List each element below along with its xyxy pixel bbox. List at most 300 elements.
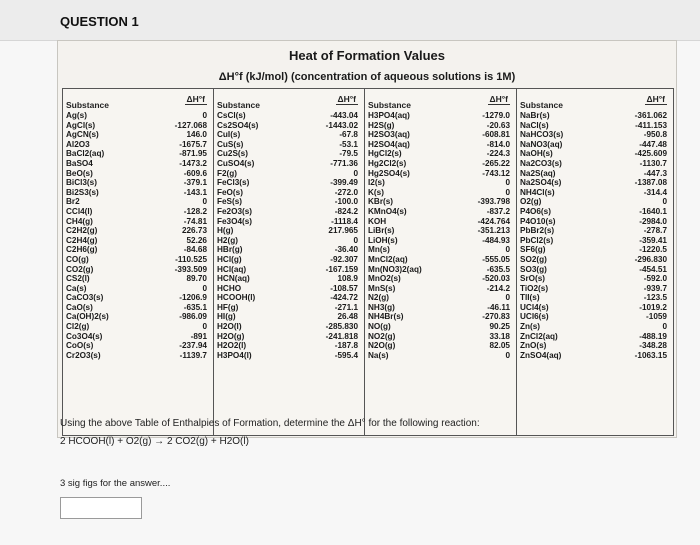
table-row [63, 265, 213, 275]
substance-cell: HCl(g) [217, 254, 242, 264]
delta-h-cell: 33.18 [489, 331, 510, 341]
table-row [517, 284, 673, 294]
table-row [365, 265, 516, 275]
delta-h-cell: -425.609 [634, 149, 667, 159]
table-row [517, 169, 673, 179]
delta-h-cell: -837.2 [486, 206, 510, 216]
substance-cell: MnCl2(aq) [368, 254, 408, 264]
delta-h-cell: -424.764 [477, 216, 510, 226]
substance-cell: BaCl2(aq) [66, 149, 105, 159]
table-row [214, 341, 364, 351]
delta-h-cell: -272.0 [334, 187, 358, 197]
delta-h-cell: -361.062 [634, 111, 667, 120]
table-row [517, 332, 673, 342]
delta-h-cell: -871.95 [179, 149, 207, 159]
delta-h-cell: 0 [505, 293, 510, 303]
substance-cell: O2(g) [520, 197, 542, 207]
table-row [517, 265, 673, 275]
delta-h-cell: -351.213 [477, 226, 510, 236]
substance-cell: CO(g) [66, 254, 89, 264]
substance-cell: Cs2SO4(s) [217, 120, 259, 130]
substance-cell: H2O(g) [217, 331, 245, 341]
table-row [517, 236, 673, 246]
delta-h-cell: -379.1 [183, 178, 207, 188]
table-row [63, 245, 213, 255]
table-row [365, 312, 516, 322]
table-row [517, 312, 673, 322]
substance-cell: NaHCO3(s) [520, 130, 564, 140]
table-row [517, 140, 673, 150]
substance-cell: Cr2O3(s) [66, 350, 101, 360]
delta-h-cell: -608.81 [482, 130, 510, 140]
substance-cell: ZnO(s) [520, 341, 547, 351]
table-row [365, 130, 516, 140]
substance-cell: H(g) [217, 226, 234, 236]
delta-h-cell: -20.63 [486, 120, 510, 130]
substance-cell: LiOH(s) [368, 235, 398, 245]
table-row [517, 245, 673, 255]
delta-h-cell: -393.798 [477, 197, 510, 207]
substance-cell: NaBr(s) [520, 111, 550, 120]
delta-h-cell: 217.965 [328, 226, 358, 236]
substance-cell: C2H4(g) [66, 235, 98, 245]
table-row [517, 255, 673, 265]
table-row [63, 159, 213, 169]
substance-cell: Na(s) [368, 350, 389, 360]
delta-h-cell: -270.83 [482, 312, 510, 322]
table-row [214, 197, 364, 207]
answer-input[interactable] [60, 497, 142, 519]
substance-cell: I2(s) [368, 178, 385, 188]
table-row [517, 351, 673, 361]
table-row [365, 322, 516, 332]
table-row [365, 332, 516, 342]
delta-h-cell: -1640.1 [639, 206, 667, 216]
substance-cell: Fe3O4(s) [217, 216, 253, 226]
substance-cell: NH3(g) [368, 302, 395, 312]
delta-h-cell: -1675.7 [179, 139, 207, 149]
substance-cell: CaO(s) [66, 302, 93, 312]
delta-h-cell: -484.93 [482, 235, 510, 245]
table-row [214, 217, 364, 227]
delta-h-cell: -167.159 [325, 264, 358, 274]
table-column-1 [63, 89, 214, 435]
delta-h-cell: 0 [353, 168, 358, 178]
delta-h-cell: -592.0 [643, 274, 667, 284]
substance-cell: Mn(NO3)2(aq) [368, 264, 422, 274]
substance-cell: SO2(g) [520, 254, 547, 264]
table-row [63, 226, 213, 236]
delta-h-cell: 108.9 [337, 274, 358, 284]
substance-cell: Hg2SO4(s) [368, 168, 410, 178]
delta-h-cell: -108.57 [330, 283, 358, 293]
substance-cell: Na2CO3(s) [520, 158, 562, 168]
table-column-3 [365, 89, 517, 435]
delta-h-cell: -359.41 [639, 235, 667, 245]
delta-h-cell: 0 [202, 111, 207, 120]
delta-h-cell: -443.04 [330, 111, 358, 120]
delta-h-cell: 0 [202, 197, 207, 207]
delta-h-cell: -1279.0 [482, 111, 510, 120]
delta-h-cell: -53.1 [339, 139, 358, 149]
table-row [365, 111, 516, 121]
substance-cell: KMnO4(s) [368, 206, 407, 216]
substance-cell: N2O(g) [368, 341, 396, 351]
substance-cell: MnO2(s) [368, 274, 401, 284]
table-row [517, 303, 673, 313]
substance-cell: HCl(aq) [217, 264, 247, 274]
delta-h-cell: -224.3 [486, 149, 510, 159]
delta-h-cell: -296.830 [634, 254, 667, 264]
delta-h-cell: -520.03 [482, 274, 510, 284]
delta-h-cell: -84.68 [183, 245, 207, 255]
delta-h-cell: -635.1 [183, 302, 207, 312]
delta-h-cell: -127.068 [174, 120, 207, 130]
header-substance: Substance [520, 100, 563, 110]
substance-cell: NH4Br(s) [368, 312, 404, 322]
question-title: QUESTION 1 [60, 14, 139, 29]
delta-h-cell: -1118.4 [331, 216, 358, 226]
table-row [214, 140, 364, 150]
delta-h-cell: 146.0 [186, 130, 207, 140]
table-row [365, 284, 516, 294]
delta-h-cell: -939.7 [643, 283, 667, 293]
delta-h-cell: -824.2 [334, 206, 358, 216]
delta-h-cell: -1139.7 [179, 350, 207, 360]
substance-cell: BaSO4 [66, 158, 93, 168]
table-row [214, 265, 364, 275]
delta-h-cell: -92.307 [330, 254, 358, 264]
table-row [517, 111, 673, 121]
substance-cell: FeO(s) [217, 187, 243, 197]
substance-cell: Zn(s) [520, 322, 541, 332]
table-row [365, 293, 516, 303]
delta-h-cell: -1019.2 [639, 302, 667, 312]
table-row [63, 169, 213, 179]
delta-h-cell: 0 [202, 283, 207, 293]
delta-h-cell: 82.05 [489, 341, 510, 351]
substance-cell: HCOOH(l) [217, 293, 256, 303]
table-row [63, 121, 213, 131]
delta-h-cell: 52.26 [186, 235, 207, 245]
table-row [517, 293, 673, 303]
table-row [214, 169, 364, 179]
substance-cell: SrO(s) [520, 274, 546, 284]
substance-cell: P4O10(s) [520, 216, 556, 226]
substance-cell: CaCO3(s) [66, 293, 104, 303]
table-row [517, 322, 673, 332]
table-row [63, 236, 213, 246]
table-row [365, 207, 516, 217]
substance-cell: FeCl3(s) [217, 178, 250, 188]
table-row [63, 111, 213, 121]
delta-h-cell: -771.36 [330, 158, 358, 168]
table-row [517, 149, 673, 159]
substance-cell: CuSO4(s) [217, 158, 255, 168]
delta-h-cell: -123.5 [643, 293, 667, 303]
substance-cell: PbBr2(s) [520, 226, 555, 236]
delta-h-cell: 226.73 [181, 226, 207, 236]
header-delta-h: ΔH°f [186, 94, 205, 104]
table-row [365, 245, 516, 255]
table-row [214, 236, 364, 246]
question-header [0, 0, 700, 41]
table-row [214, 130, 364, 140]
table-row [214, 293, 364, 303]
substance-cell: Fe2O3(s) [217, 206, 253, 216]
delta-h-cell: -488.19 [639, 331, 667, 341]
substance-cell: BiCl3(s) [66, 178, 97, 188]
table-row [365, 197, 516, 207]
delta-h-cell: -74.81 [183, 216, 207, 226]
question-instruction: Using the above Table of Enthalpies of Formation, determine the ΔH° for the following reaction: [60, 418, 480, 429]
substance-cell: CS2(l) [66, 274, 90, 284]
table-row [365, 226, 516, 236]
substance-cell: TiO2(s) [520, 283, 549, 293]
delta-h-cell: -110.525 [175, 254, 207, 264]
table-row [63, 293, 213, 303]
substance-cell: NO2(g) [368, 331, 396, 341]
substance-cell: BeO(s) [66, 168, 93, 178]
substance-cell: Br2 [66, 197, 80, 207]
substance-cell: F2(g) [217, 168, 238, 178]
substance-cell: HgCl2(s) [368, 149, 402, 159]
substance-cell: Co3O4(s) [66, 331, 103, 341]
delta-h-cell: -399.49 [330, 178, 358, 188]
table-row [214, 312, 364, 322]
delta-h-cell: -595.4 [334, 350, 358, 360]
header-delta-h: ΔH°f [646, 94, 665, 104]
delta-h-cell: -285.830 [325, 322, 358, 332]
delta-h-cell: -393.509 [174, 264, 207, 274]
substance-cell: CsCl(s) [217, 111, 246, 120]
substance-cell: NH4Cl(s) [520, 187, 555, 197]
delta-h-cell: -1473.2 [179, 158, 207, 168]
table-row [365, 169, 516, 179]
table-row [365, 217, 516, 227]
header-delta-h: ΔH°f [489, 94, 508, 104]
table-row [214, 245, 364, 255]
delta-h-cell: -143.1 [183, 187, 207, 197]
table-row [365, 303, 516, 313]
delta-h-cell: -411.153 [635, 120, 667, 130]
delta-h-cell: -1387.08 [634, 178, 667, 188]
delta-h-cell: 0 [505, 350, 510, 360]
table-row [365, 341, 516, 351]
substance-cell: Al2O3 [66, 139, 90, 149]
table-row [517, 159, 673, 169]
delta-h-cell: -447.48 [639, 139, 667, 149]
header-substance: Substance [66, 100, 109, 110]
substance-cell: MnS(s) [368, 283, 396, 293]
delta-h-cell: -187.8 [334, 341, 358, 351]
substance-cell: CO2(g) [66, 264, 94, 274]
substance-cell: Ca(OH)2(s) [66, 312, 109, 322]
table-row [63, 207, 213, 217]
substance-cell: UCl6(s) [520, 312, 549, 322]
substance-cell: P4O6(s) [520, 206, 551, 216]
table-row [214, 322, 364, 332]
delta-h-cell: 26.48 [337, 312, 358, 322]
substance-cell: H2O(l) [217, 322, 242, 332]
table-row [214, 111, 364, 121]
substance-cell: CCl4(l) [66, 206, 93, 216]
delta-h-cell: -241.818 [325, 331, 358, 341]
table-row [517, 130, 673, 140]
substance-cell: HBr(g) [217, 245, 243, 255]
substance-cell: HCN(aq) [217, 274, 250, 284]
table-row [214, 178, 364, 188]
substance-cell: NaCl(s) [520, 120, 549, 130]
table-row [63, 197, 213, 207]
table-row [63, 351, 213, 361]
delta-h-cell: 90.25 [489, 322, 510, 332]
table-row [214, 159, 364, 169]
table-row [63, 274, 213, 284]
delta-h-cell: -128.2 [183, 206, 207, 216]
substance-cell: N2(g) [368, 293, 389, 303]
table-row [63, 341, 213, 351]
substance-cell: Cu2S(s) [217, 149, 248, 159]
sig-figs-hint: 3 sig figs for the answer.... [60, 478, 171, 489]
delta-h-cell: -278.7 [643, 226, 667, 236]
substance-cell: AgCN(s) [66, 130, 99, 140]
table-row [517, 197, 673, 207]
table-row [517, 226, 673, 236]
table-row [214, 274, 364, 284]
delta-h-cell: -237.94 [179, 341, 207, 351]
table-row [517, 178, 673, 188]
delta-h-cell: 0 [202, 322, 207, 332]
substance-cell: FeS(s) [217, 197, 243, 207]
substance-cell: SO3(g) [520, 264, 547, 274]
table-row [365, 351, 516, 361]
substance-cell: HI(g) [217, 312, 236, 322]
substance-cell: H2S(g) [368, 120, 395, 130]
table-row [517, 188, 673, 198]
table-subtitle: ΔH°f (kJ/mol) (concentration of aqueous solutions is 1M) [218, 71, 516, 83]
delta-h-cell: -1206.9 [179, 293, 207, 303]
substance-cell: K(s) [368, 187, 384, 197]
delta-h-cell: 0 [662, 322, 667, 332]
table-row [63, 140, 213, 150]
table-row [365, 236, 516, 246]
substance-cell: ZnCl2(aq) [520, 331, 558, 341]
substance-cell: Ca(s) [66, 283, 87, 293]
substance-cell: Hg2Cl2(s) [368, 158, 407, 168]
table-row [517, 274, 673, 284]
table-row [365, 159, 516, 169]
substance-cell: NO(g) [368, 322, 391, 332]
delta-h-cell: -424.72 [330, 293, 358, 303]
delta-h-cell: -271.1 [334, 302, 358, 312]
table-grid [62, 88, 674, 436]
table-row [63, 284, 213, 294]
delta-h-cell: -314.4 [643, 187, 667, 197]
table-row [214, 188, 364, 198]
substance-cell: UCl4(s) [520, 302, 549, 312]
table-row [365, 274, 516, 284]
table-row [214, 149, 364, 159]
substance-cell: H3PO4(aq) [368, 111, 410, 120]
delta-h-cell: -79.5 [339, 149, 358, 159]
substance-cell: CuS(s) [217, 139, 244, 149]
table-row [63, 332, 213, 342]
table-row [365, 149, 516, 159]
table-row [517, 121, 673, 131]
table-row [214, 121, 364, 131]
table-row [214, 332, 364, 342]
table-row [214, 255, 364, 265]
delta-h-cell: -891 [190, 331, 207, 341]
header-substance: Substance [217, 100, 260, 110]
delta-h-cell: -609.6 [183, 168, 207, 178]
substance-cell: KBr(s) [368, 197, 394, 207]
substance-cell: ZnSO4(aq) [520, 350, 562, 360]
substance-cell: PbCl2(s) [520, 235, 554, 245]
substance-cell: Na2S(aq) [520, 168, 556, 178]
substance-cell: Mn(s) [368, 245, 390, 255]
table-row [517, 207, 673, 217]
delta-h-cell: 0 [353, 235, 358, 245]
substance-cell: H2SO3(aq) [368, 130, 410, 140]
substance-cell: Bi2S3(s) [66, 187, 99, 197]
table-row [365, 178, 516, 188]
table-row [63, 255, 213, 265]
delta-h-cell: -214.2 [486, 283, 510, 293]
delta-h-cell: -814.0 [486, 139, 510, 149]
substance-cell: SF6(g) [520, 245, 546, 255]
delta-h-cell: -950.8 [643, 130, 667, 140]
delta-h-cell: -100.0 [334, 197, 358, 207]
delta-h-cell: -447.3 [643, 168, 667, 178]
delta-h-cell: -555.05 [482, 254, 510, 264]
table-row [365, 188, 516, 198]
table-row [517, 341, 673, 351]
table-row [63, 130, 213, 140]
table-row [365, 121, 516, 131]
table-row [63, 303, 213, 313]
substance-cell: C2H6(g) [66, 245, 98, 255]
substance-cell: Ag(s) [66, 111, 87, 120]
substance-cell: H2SO4(aq) [368, 139, 410, 149]
delta-h-cell: -454.51 [639, 264, 667, 274]
substance-cell: NaOH(s) [520, 149, 553, 159]
delta-h-cell: -635.5 [486, 264, 510, 274]
table-row [63, 322, 213, 332]
reaction-equation: 2 HCOOH(l) + O2(g) → 2 CO2(g) + H2O(l) [60, 436, 249, 447]
delta-h-cell: -36.40 [334, 245, 358, 255]
table-row [63, 188, 213, 198]
delta-h-cell: -348.28 [639, 341, 667, 351]
table-row [214, 226, 364, 236]
substance-cell: C2H2(g) [66, 226, 98, 236]
substance-cell: CH4(g) [66, 216, 93, 226]
delta-h-cell: 89.70 [186, 274, 207, 284]
delta-h-cell: -265.22 [482, 158, 510, 168]
substance-cell: H2(g) [217, 235, 238, 245]
substance-cell: TlI(s) [520, 293, 540, 303]
table-title: Heat of Formation Values [288, 48, 446, 63]
substance-cell: LiBr(s) [368, 226, 395, 236]
table-row [63, 178, 213, 188]
delta-h-cell: 0 [505, 187, 510, 197]
delta-h-cell: -1220.5 [639, 245, 667, 255]
table-column-2 [214, 89, 365, 435]
substance-cell: NaNO3(aq) [520, 139, 563, 149]
delta-h-cell: 0 [662, 197, 667, 207]
delta-h-cell: 0 [505, 178, 510, 188]
